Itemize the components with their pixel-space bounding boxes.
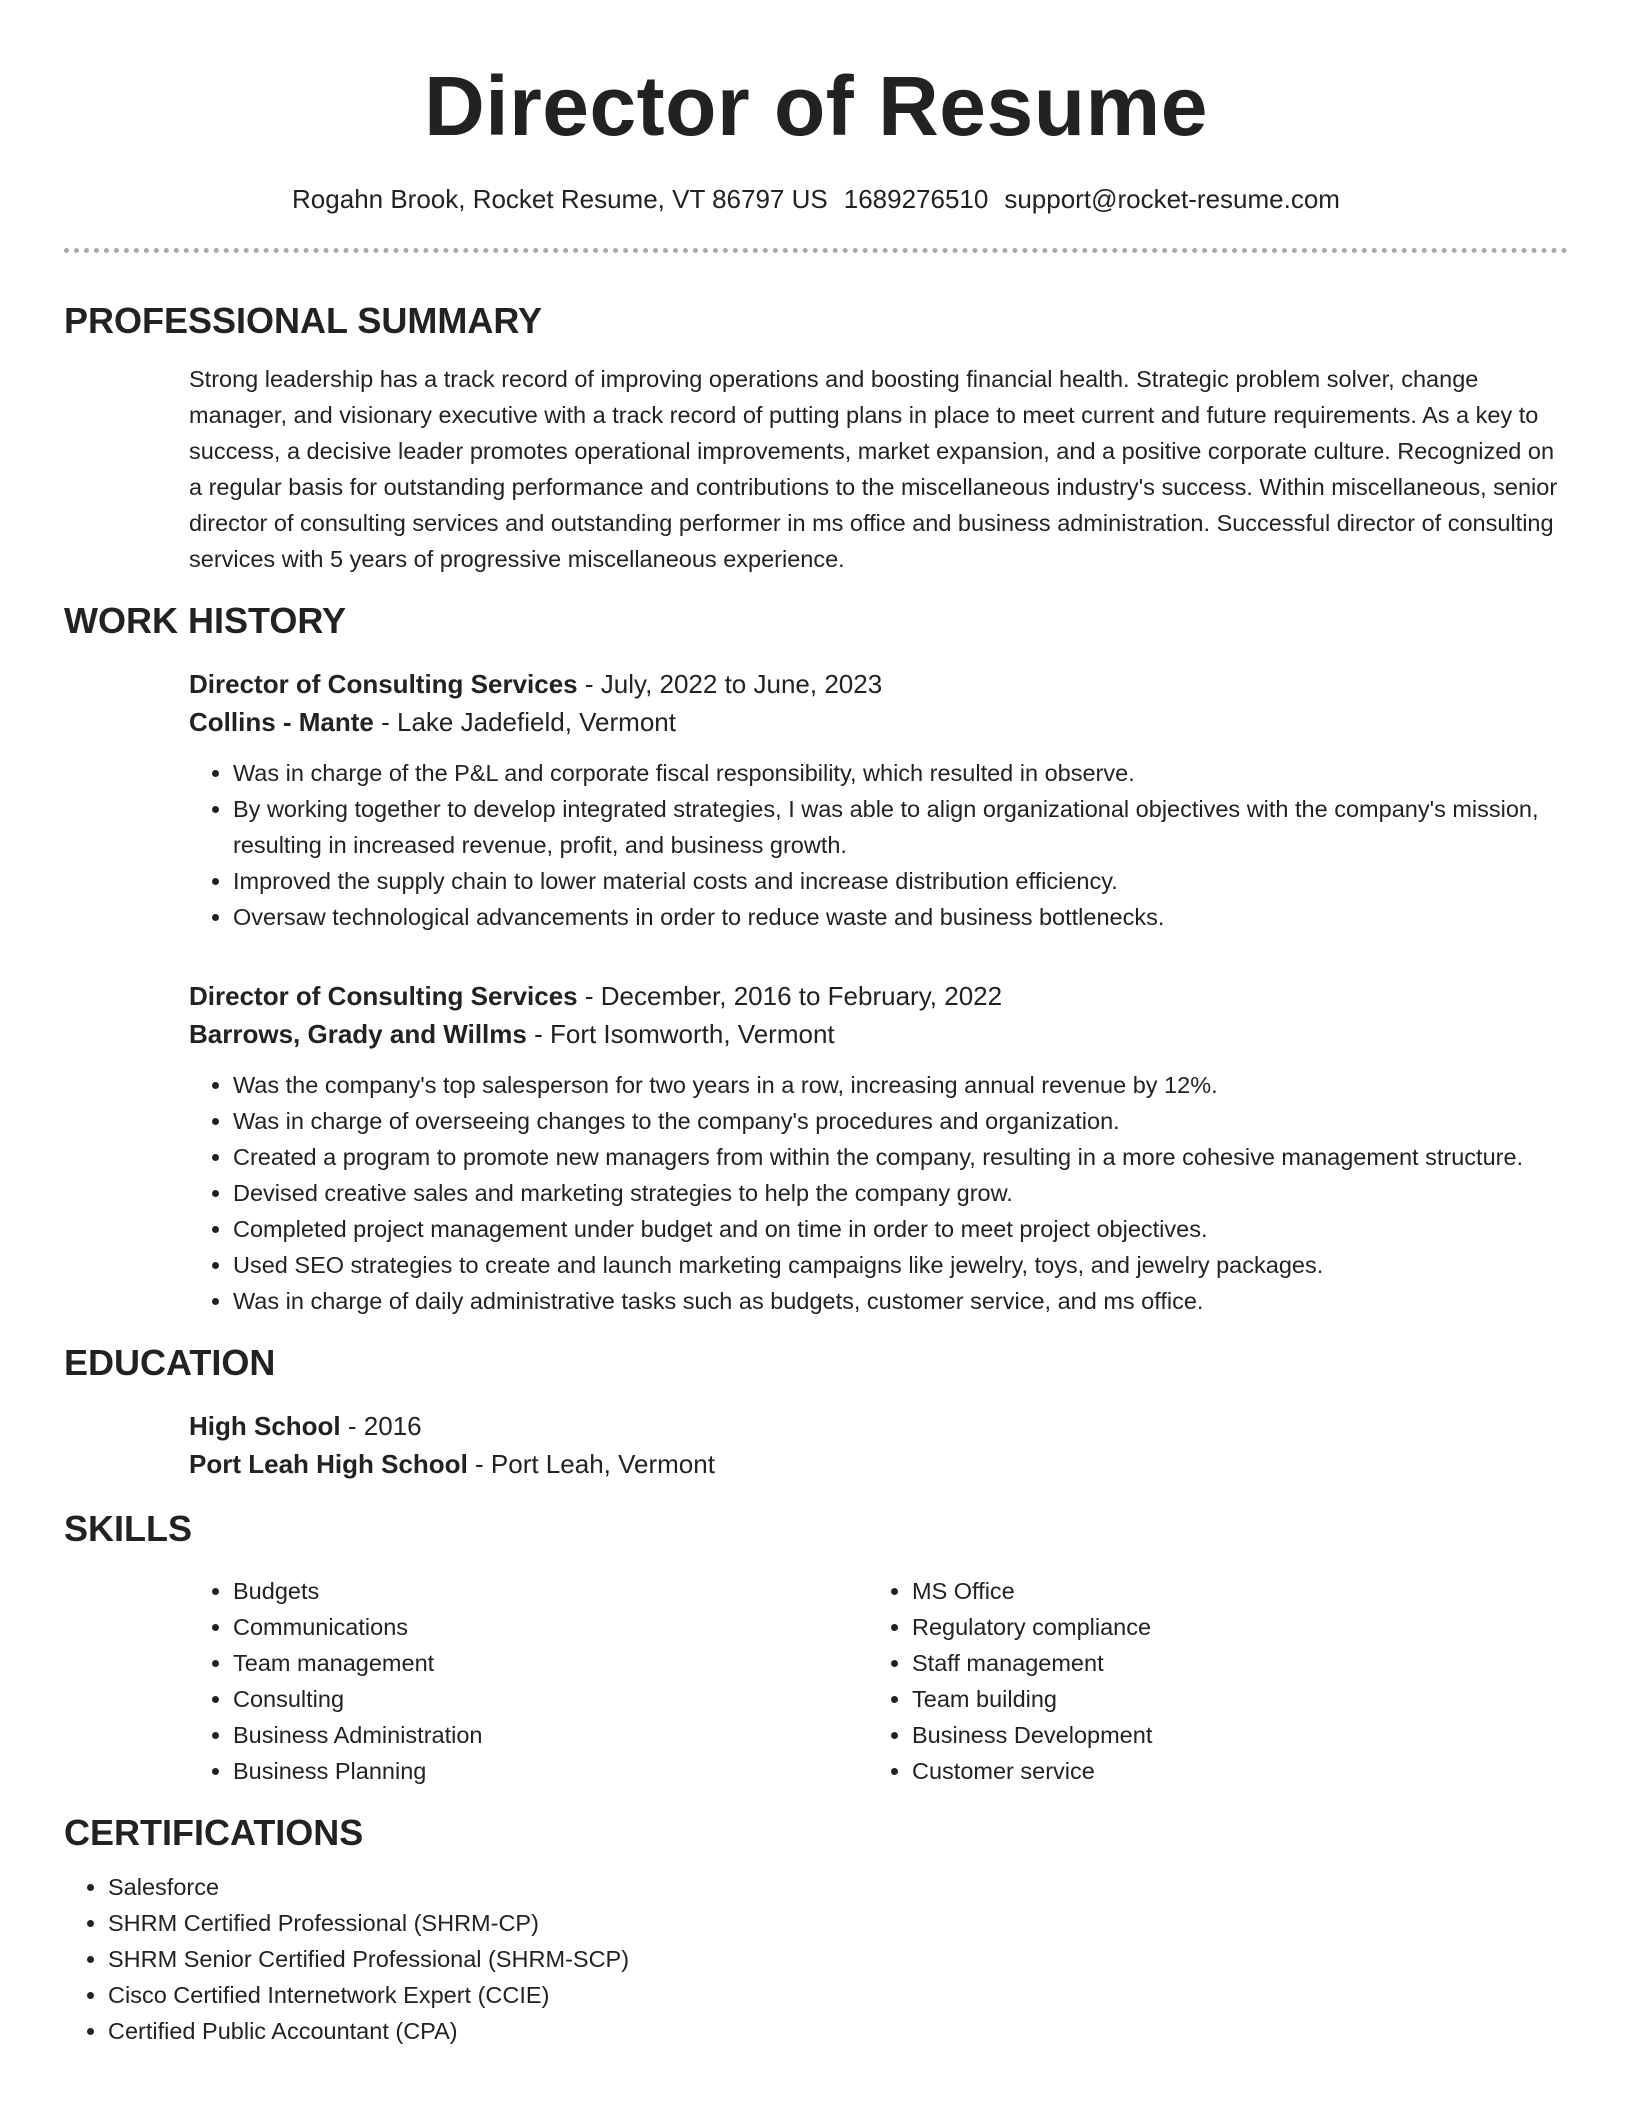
job-bullet: • Was in charge of the P&L and corporate fiscal responsibility, which resulted in observe.: [233, 755, 1568, 791]
skill-item: • Customer service: [912, 1753, 1547, 1789]
education-school-line: [189, 1445, 1568, 1483]
contact-line: [64, 182, 1568, 216]
certification-item: • Certified Public Accountant (CPA): [108, 2013, 1568, 2049]
education-degree: High School: [189, 1411, 341, 1441]
job-dates: - December, 2016 to February, 2022: [577, 981, 1003, 1011]
job-bullet: • Was the company's top salesperson for two years in a row, increasing annual revenue by 12%.: [233, 1067, 1568, 1103]
certifications-list: [64, 1869, 1568, 2049]
education-entry: [189, 1407, 1568, 1483]
job-company: Collins - Mante: [189, 707, 374, 737]
certifications-section: [64, 1811, 1568, 2049]
summary-section: [64, 299, 1568, 577]
skill-item: • Business Administration: [233, 1717, 868, 1753]
job-bullet: • By working together to develop integrated strategies, I was able to align organizational objectives with the company's mission, resulting in increased revenue, profit, and business growth.: [233, 791, 1568, 863]
contact-address: Rogahn Brook, Rocket Resume, VT 86797 US: [292, 184, 828, 214]
certification-item: • SHRM Certified Professional (SHRM-CP): [108, 1905, 1568, 1941]
certification-item: • Salesforce: [108, 1869, 1568, 1905]
skill-item: • Business Development: [912, 1717, 1547, 1753]
job-bullets: [189, 1067, 1568, 1319]
skill-item: • Team management: [233, 1645, 868, 1681]
job-company-line: [189, 703, 1568, 741]
skills-section: [64, 1507, 1568, 1789]
job-dates: - July, 2022 to June, 2023: [577, 669, 883, 699]
skills-column-left: [189, 1573, 868, 1789]
job-title-line: [189, 977, 1568, 1015]
certification-item: • Cisco Certified Internetwork Expert (CCIE): [108, 1977, 1568, 2013]
job-entry: [189, 665, 1568, 935]
job-bullets: [189, 755, 1568, 935]
skill-item: • Regulatory compliance: [912, 1609, 1547, 1645]
contact-phone: 1689276510: [843, 184, 989, 214]
skill-item: • MS Office: [912, 1573, 1547, 1609]
resume-page: [64, 0, 1568, 2049]
job-title-line: [189, 665, 1568, 703]
skills-title: SKILLS: [64, 1508, 193, 1549]
skill-item: • Consulting: [233, 1681, 868, 1717]
work-section: [64, 599, 1568, 1319]
skills-column-right: [868, 1573, 1547, 1789]
skills-grid: [189, 1573, 1568, 1789]
certification-item: • SHRM Senior Certified Professional (SHRM-SCP): [108, 1941, 1568, 1977]
skill-item: • Staff management: [912, 1645, 1547, 1681]
job-bullet: • Was in charge of overseeing changes to the company's procedures and organization.: [233, 1103, 1568, 1139]
job-position: Director of Consulting Services: [189, 981, 578, 1011]
education-section: [64, 1341, 1568, 1483]
work-title: WORK HISTORY: [64, 600, 347, 641]
job-location: - Fort Isomworth, Vermont: [526, 1019, 835, 1049]
education-year: - 2016: [340, 1411, 422, 1441]
job-bullet: • Oversaw technological advancements in order to reduce waste and business bottlenecks.: [233, 899, 1568, 935]
job-location: - Lake Jadefield, Vermont: [373, 707, 676, 737]
skill-item: • Budgets: [233, 1573, 868, 1609]
summary-title: PROFESSIONAL SUMMARY: [64, 300, 543, 341]
summary-text: Strong leadership has a track record of improving operations and boosting financial health. Strategic problem solver, change manager, and visionary executive with a track record of putting plans in place to meet current and future requirements. As a key to success, a decisive leader promotes operational improvements, market expansion, and a positive corporate culture. Recognized on a regular basis for outstanding performance and contributions to the miscellaneous industry's success. Within miscellaneous, senior director of consulting services and outstanding performer in ms office and business administration. Successful director of consulting services with 5 years of progressive miscellaneous experience.: [189, 366, 1558, 572]
job-company: Barrows, Grady and Willms: [189, 1019, 527, 1049]
job-bullet: • Devised creative sales and marketing strategies to help the company grow.: [233, 1175, 1568, 1211]
education-school: Port Leah High School: [189, 1449, 468, 1479]
contact-email: support@rocket-resume.com: [1004, 184, 1340, 214]
education-degree-line: [189, 1407, 1568, 1445]
skill-item: • Business Planning: [233, 1753, 868, 1789]
skill-item: • Team building: [912, 1681, 1547, 1717]
job-bullet: • Created a program to promote new managers from within the company, resulting in a more cohesive management structure.: [233, 1139, 1568, 1175]
header-divider: [64, 248, 1568, 253]
job-position: Director of Consulting Services: [189, 669, 578, 699]
certifications-title: CERTIFICATIONS: [64, 1812, 364, 1853]
education-title: EDUCATION: [64, 1342, 276, 1383]
job-bullet: • Was in charge of daily administrative tasks such as budgets, customer service, and ms office.: [233, 1283, 1568, 1319]
job-bullet: • Completed project management under budget and on time in order to meet project objectives.: [233, 1211, 1568, 1247]
skill-item: • Communications: [233, 1609, 868, 1645]
education-location: - Port Leah, Vermont: [467, 1449, 715, 1479]
job-entry: [189, 977, 1568, 1319]
job-bullet: • Used SEO strategies to create and launch marketing campaigns like jewelry, toys, and jewelry packages.: [233, 1247, 1568, 1283]
resume-name: Director of Resume: [424, 59, 1208, 153]
job-bullet: • Improved the supply chain to lower material costs and increase distribution efficiency.: [233, 863, 1568, 899]
job-company-line: [189, 1015, 1568, 1053]
